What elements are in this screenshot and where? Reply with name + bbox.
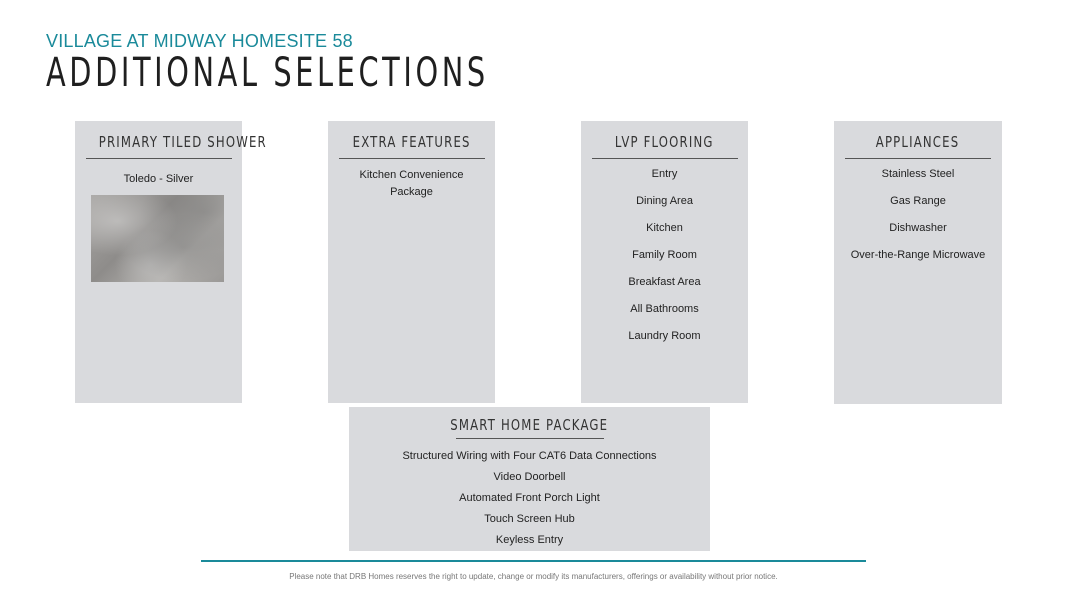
card-lvp-flooring — [581, 121, 748, 403]
list-item: Entry — [651, 168, 678, 180]
card-extra-features — [328, 121, 495, 403]
card-heading: APPLIANCES — [876, 133, 960, 151]
card-smart-home-package — [349, 407, 710, 551]
list-item: Over-the-Range Microwave — [850, 249, 986, 261]
footer-divider — [201, 560, 866, 562]
heading-divider — [339, 158, 485, 159]
list-item: Video Doorbell — [493, 471, 566, 483]
community-subtitle: VILLAGE AT MIDWAY HOMESITE 58 — [46, 31, 353, 51]
flooring-list — [581, 167, 748, 344]
heading-divider — [592, 158, 738, 159]
list-item: Kitchen Convenience Package — [359, 169, 464, 198]
appliances-list — [834, 167, 1002, 263]
heading-divider — [86, 158, 232, 159]
list-item: Dining Area — [636, 195, 693, 207]
list-item: Keyless Entry — [495, 534, 564, 546]
list-item: Automated Front Porch Light — [459, 492, 600, 504]
list-item: Stainless Steel — [881, 168, 955, 180]
list-item: Family Room — [632, 249, 697, 261]
card-heading: SMART HOME PACKAGE — [450, 416, 609, 434]
card-heading: PRIMARY TILED SHOWER — [98, 133, 267, 151]
list-item: Dishwasher — [889, 222, 947, 234]
card-heading: LVP FLOORING — [615, 133, 714, 151]
tile-sample-image — [91, 195, 224, 282]
shower-list — [75, 172, 242, 187]
list-item: Breakfast Area — [628, 276, 701, 288]
list-item: Laundry Room — [628, 330, 701, 342]
list-item: Touch Screen Hub — [484, 513, 575, 525]
list-item: Kitchen — [646, 222, 683, 234]
extra-list — [328, 167, 495, 201]
heading-divider — [456, 438, 604, 439]
disclaimer-note: Please note that DRB Homes reserves the right to update, change or modify its manufacturers, offerings or availability without prior notice. — [289, 572, 778, 581]
card-heading: EXTRA FEATURES — [352, 133, 471, 151]
card-primary-tiled-shower — [75, 121, 267, 403]
page-title: ADDITIONAL SELECTIONS — [46, 50, 489, 96]
list-item: Structured Wiring with Four CAT6 Data Connections — [402, 450, 657, 462]
list-item: Toledo - Silver — [123, 173, 194, 185]
heading-divider — [845, 158, 991, 159]
list-item: All Bathrooms — [630, 303, 699, 315]
list-item: Gas Range — [890, 195, 946, 207]
smart-home-list — [349, 449, 710, 548]
card-appliances — [834, 121, 1002, 404]
